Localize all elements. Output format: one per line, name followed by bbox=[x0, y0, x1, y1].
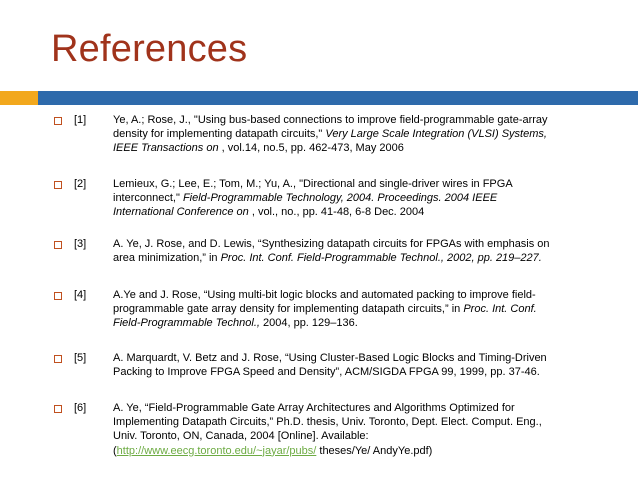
reference-text: Ye, A.; Rose, J., "Using bus-based connections to improve field-programmable gate-array density for implementing datapath circuits," Very Large Scale Integration (VLSI) Systems, IEEE Transactions on , vol.14, no.5, pp. 462-473, May 2006 bbox=[113, 114, 548, 155]
reference-number: [4] bbox=[74, 289, 87, 301]
square-bullet-icon bbox=[54, 241, 62, 249]
square-bullet-icon bbox=[54, 355, 62, 363]
square-bullet-icon bbox=[54, 181, 62, 189]
thesis-url-link[interactable]: http://www.eecg.toronto.edu/~jayar/pubs/ bbox=[116, 444, 317, 457]
reference-number: [2] bbox=[74, 178, 87, 190]
title-accent-bar bbox=[0, 91, 38, 105]
square-bullet-icon bbox=[54, 117, 62, 125]
reference-number: [1] bbox=[74, 114, 87, 126]
reference-number: [6] bbox=[74, 402, 87, 414]
title-divider-bar bbox=[38, 91, 638, 105]
square-bullet-icon bbox=[54, 405, 62, 413]
reference-text: A.Ye and J. Rose, “Using multi-bit logic blocks and automated packing to improve field- programmable gate array density for implementing datapath circuits,” in Proc. Int. Conf. Field-Programmable Technol., 2004, pp. 129–136. bbox=[113, 289, 537, 330]
reference-text: A. Ye, J. Rose, and D. Lewis, “Synthesizing datapath circuits for FPGAs with emphasis on area minimization,” in Proc. Int. Conf. Field-Programmable Technol., 2002, pp. 219–227. bbox=[113, 238, 550, 265]
reference-text: A. Marquardt, V. Betz and J. Rose, “Using Cluster-Based Logic Blocks and Timing-Driven Packing to Improve FPGA Speed and Density”, ACM/SIGDA FPGA 99, 1999, pp. 37-46. bbox=[113, 352, 547, 379]
reference-number: [5] bbox=[74, 352, 87, 364]
reference-text: A. Ye, “Field-Programmable Gate Array Architectures and Algorithms Optimized for Implementing Datapath Circuits,” Ph.D. thesis, Univ. Toronto, Dept. Elect. Comput. Eng., Univ. Toronto, ON, Canada, 2004 [Online]. Available: (http://www.eecg.toronto.edu/~jayar/pubs/ theses/Ye/ AndyYe.pdf) bbox=[113, 402, 542, 457]
page-title: References bbox=[51, 28, 248, 70]
reference-number: [3] bbox=[74, 238, 87, 250]
square-bullet-icon bbox=[54, 292, 62, 300]
reference-text: Lemieux, G.; Lee, E.; Tom, M.; Yu, A., "Directional and single-driver wires in FPGA interconnect," Field-Programmable Technology, 2004. Proceedings. 2004 IEEE International Conference on , vol., no., pp. 41-48, 6-8 Dec. 2004 bbox=[113, 178, 513, 219]
